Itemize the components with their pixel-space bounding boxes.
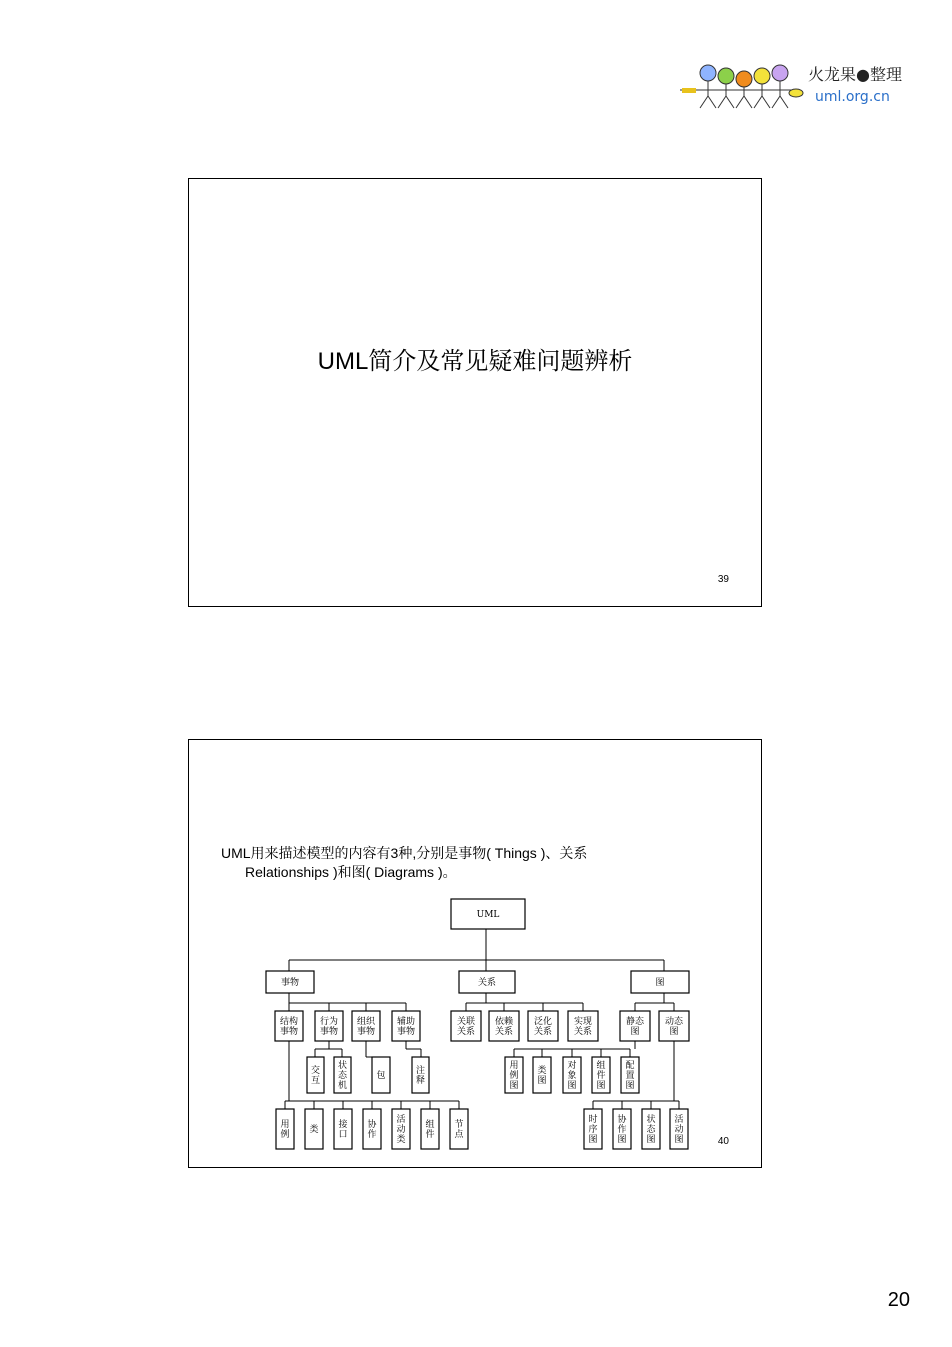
box-label: 图: [655, 978, 665, 988]
structural-item-box: [276, 1109, 294, 1149]
box-label: 机: [337, 1081, 348, 1091]
box-label: 时: [588, 1115, 598, 1125]
box-label: 事物: [356, 1027, 376, 1037]
box-label: 图: [537, 1076, 547, 1086]
diagram-type-box: [659, 1011, 689, 1041]
slide-number: 40: [717, 1136, 729, 1147]
box-label: 关系: [533, 1027, 553, 1037]
structural-item-box: [392, 1109, 410, 1149]
box-label: 事物: [280, 978, 300, 988]
box-label: 结构: [279, 1017, 299, 1027]
box-label: 接: [338, 1120, 348, 1130]
box-label: 图: [588, 1135, 598, 1145]
box-label: 事物: [396, 1027, 416, 1037]
box-label: 用: [509, 1061, 519, 1071]
structural-item-box: [305, 1109, 323, 1149]
box-label: 组: [425, 1120, 435, 1130]
box-label: 图: [646, 1135, 656, 1145]
box-label: 协: [617, 1115, 627, 1125]
box-label: 件: [596, 1071, 606, 1081]
dynamic-diagram-box: [670, 1109, 688, 1149]
annotation-item-box: [412, 1057, 429, 1093]
slide-number: 39: [717, 574, 729, 585]
box-label: 协: [367, 1120, 377, 1130]
grouping-item-box: [372, 1057, 390, 1093]
box-label: 交: [310, 1066, 321, 1076]
box-label: 例: [509, 1071, 519, 1081]
relation-box: [489, 1011, 519, 1041]
box-label: 图: [567, 1081, 577, 1091]
box-label: 事物: [319, 1027, 339, 1037]
box-label: 象: [567, 1071, 577, 1081]
box-label: 活: [396, 1115, 406, 1125]
box-label: 用: [280, 1120, 290, 1130]
box-label: 图: [596, 1081, 606, 1091]
box-label: 序: [588, 1125, 598, 1135]
box-label: 图: [669, 1027, 679, 1037]
thing-box: [275, 1011, 303, 1041]
uml-root-box: [451, 899, 525, 929]
box-label: 图: [630, 1027, 640, 1037]
box-label: 状: [337, 1061, 348, 1071]
box-label: 事物: [279, 1027, 299, 1037]
box-label: 置: [625, 1071, 635, 1081]
box-label: 图: [674, 1135, 684, 1145]
structural-item-box: [450, 1109, 468, 1149]
logo-url: uml.org.cn: [815, 89, 890, 105]
box-label: 例: [280, 1130, 290, 1140]
box-label: 关联: [456, 1017, 476, 1027]
relation-box: [528, 1011, 558, 1041]
structural-item-box: [421, 1109, 439, 1149]
box-label: 组织: [356, 1017, 376, 1027]
slide-title: UML简介及常见疑难问题辨析: [317, 348, 633, 375]
static-diagram-box: [563, 1057, 581, 1093]
static-diagram-box: [592, 1057, 610, 1093]
diagram-type-box: [620, 1011, 650, 1041]
box-label: 配: [625, 1061, 635, 1071]
behavior-item-box: [307, 1057, 324, 1093]
relations-box: [459, 971, 515, 993]
box-label: 依赖: [494, 1017, 514, 1027]
box-label: 泛化: [533, 1017, 553, 1027]
box-label: 态: [337, 1071, 348, 1081]
box-label: 图: [617, 1135, 627, 1145]
slide-text-line2: Relationships )和图( Diagrams )。: [245, 864, 457, 880]
dynamic-diagram-box: [613, 1109, 631, 1149]
static-diagram-box: [533, 1057, 551, 1093]
slide-text-line1: UML用来描述模型的内容有3种,分别是事物( Things )、关系: [221, 845, 588, 861]
box-label: 图: [625, 1081, 635, 1091]
box-label: 动: [396, 1125, 406, 1135]
relation-box: [451, 1011, 481, 1041]
box-label: 辅助: [396, 1017, 416, 1027]
static-diagram-box: [505, 1057, 523, 1093]
relation-box: [568, 1011, 598, 1041]
thing-box: [392, 1011, 420, 1041]
box-label: 类: [309, 1125, 319, 1135]
box-label: 注: [415, 1066, 426, 1076]
dynamic-diagram-box: [584, 1109, 602, 1149]
box-label: 互: [310, 1076, 321, 1086]
box-label: 作: [617, 1125, 627, 1135]
box-label: 作: [367, 1130, 377, 1140]
box-label: 点: [454, 1130, 464, 1140]
box-label: 节: [454, 1120, 464, 1130]
things-box: [266, 971, 314, 993]
dynamic-diagram-box: [642, 1109, 660, 1149]
box-label: 对: [567, 1061, 577, 1071]
box-label: 动态: [664, 1017, 684, 1027]
thing-box: [352, 1011, 380, 1041]
page-number: 20: [887, 1289, 910, 1311]
structural-item-box: [363, 1109, 381, 1149]
static-diagram-box: [621, 1057, 639, 1093]
box-label: 行为: [319, 1017, 339, 1027]
box-label: 包: [376, 1071, 386, 1081]
box-label: 关系: [494, 1027, 514, 1037]
box-label: 件: [425, 1130, 435, 1140]
structural-item-box: [334, 1109, 352, 1149]
box-label: 态: [646, 1125, 656, 1135]
box-label: 关系: [477, 978, 497, 988]
box-label: 类: [396, 1135, 406, 1145]
box-label: 动: [674, 1125, 684, 1135]
thing-box: [315, 1011, 343, 1041]
logo-text: 火龙果●整理: [808, 65, 902, 84]
box-label: UML: [476, 910, 500, 920]
box-label: 关系: [456, 1027, 476, 1037]
box-label: 释: [415, 1076, 426, 1086]
diagrams-box: [631, 971, 689, 993]
box-label: 类: [537, 1066, 547, 1076]
slide-40: [188, 739, 762, 1168]
slide-text: [221, 844, 741, 882]
box-label: 活: [674, 1115, 684, 1125]
behavior-item-box: [334, 1057, 351, 1093]
box-label: 关系: [573, 1027, 593, 1037]
box-label: 口: [338, 1130, 348, 1140]
box-label: 图: [509, 1081, 519, 1091]
box-label: 组: [596, 1061, 606, 1071]
box-label: 实现: [573, 1017, 593, 1027]
box-label: 静态: [625, 1017, 645, 1027]
slide-39: [188, 178, 762, 607]
box-label: 状: [646, 1115, 656, 1125]
uml-taxonomy-diagram: [249, 895, 705, 1165]
